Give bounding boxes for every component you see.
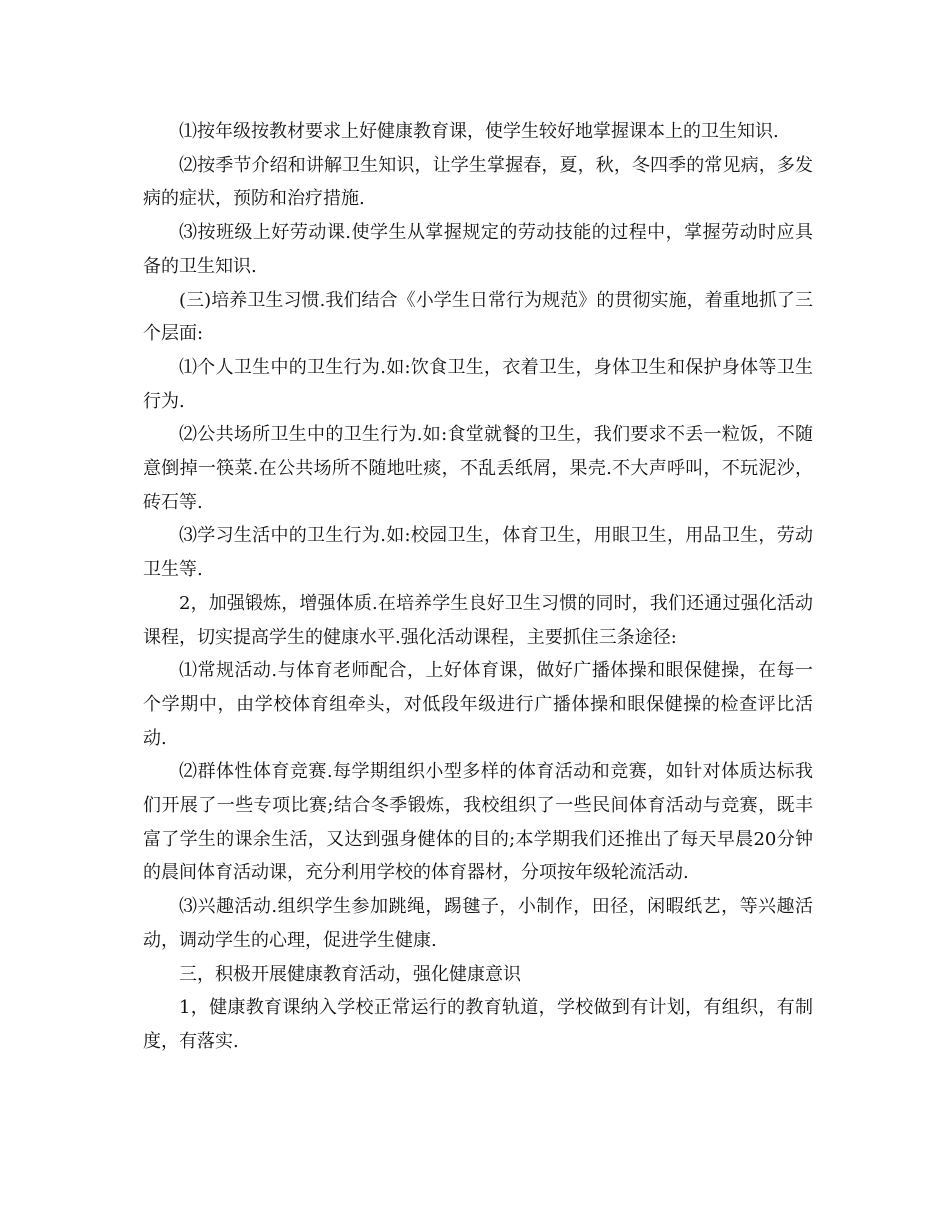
paragraph-5: ⑴个人卫生中的卫生行为.如:饮食卫生，衣着卫生，身体卫生和保护身体等卫生行为.	[143, 356, 813, 412]
paragraph-4: (三)培养卫生习惯.我们结合《小学生日常行为规范》的贯彻实施，着重地抓了三个层面:	[143, 289, 813, 345]
document-body	[143, 115, 813, 1059]
paragraph-9: ⑴常规活动.与体育老师配合，上好体育课，做好广播体操和眼保健操，在每一个学期中，由学校体育组牵头，对低段年级进行广播体操和眼保健操的检查评比活动.	[143, 660, 813, 749]
paragraph-8: 2，加强锻炼，增强体质.在培养学生良好卫生习惯的同时，我们还通过强化活动课程，切实提高学生的健康水平.强化活动课程，主要抓住三条途径:	[143, 592, 813, 648]
paragraph-2: ⑵按季节介绍和讲解卫生知识，让学生掌握春，夏，秋，冬四季的常见病，多发病的症状，预防和治疗措施.	[143, 154, 813, 210]
paragraph-1: ⑴按年级按教材要求上好健康教育课，使学生较好地掌握课本上的卫生知识.	[179, 121, 779, 142]
section-heading: 三，积极开展健康教育活动，强化健康意识	[179, 963, 521, 985]
paragraph-7: ⑶学习生活中的卫生行为.如:校园卫生，体育卫生，用眼卫生，用品卫生，劳动卫生等.	[143, 525, 813, 581]
paragraph-10: ⑵群体性体育竞赛.每学期组织小型多样的体育活动和竞赛，如针对体质达标我们开展了一些专项比赛;结合冬季锻炼，我校组织了一些民间体育活动与竞赛，既丰富了学生的课余生活，又达到强身健体的目的;本学期我们还推出了每天早晨20分钟的晨间体育活动课，充分利用学校的体育器材，分项按年级轮流活动.	[143, 761, 813, 884]
paragraph-3: ⑶按班级上好劳动课.使学生从掌握规定的劳动技能的过程中，掌握劳动时应具备的卫生知识.	[143, 222, 813, 277]
paragraph-6: ⑵公共场所卫生中的卫生行为.如:食堂就餐的卫生，我们要求不丢一粒饭，不随意倒掉一筷菜.在公共场所不随地吐痰，不乱丢纸屑，果壳.不大声呼叫，不玩泥沙，砖石等.	[143, 424, 813, 513]
paragraph-11: ⑶兴趣活动.组织学生参加跳绳，踢毽子，小制作，田径，闲暇纸艺，等兴趣活动，调动学生的心理，促进学生健康.	[143, 896, 813, 951]
paragraph-13: 1，健康教育课纳入学校正常运行的教育轨道，学校做到有计划，有组织，有制度，有落实.	[143, 997, 813, 1052]
